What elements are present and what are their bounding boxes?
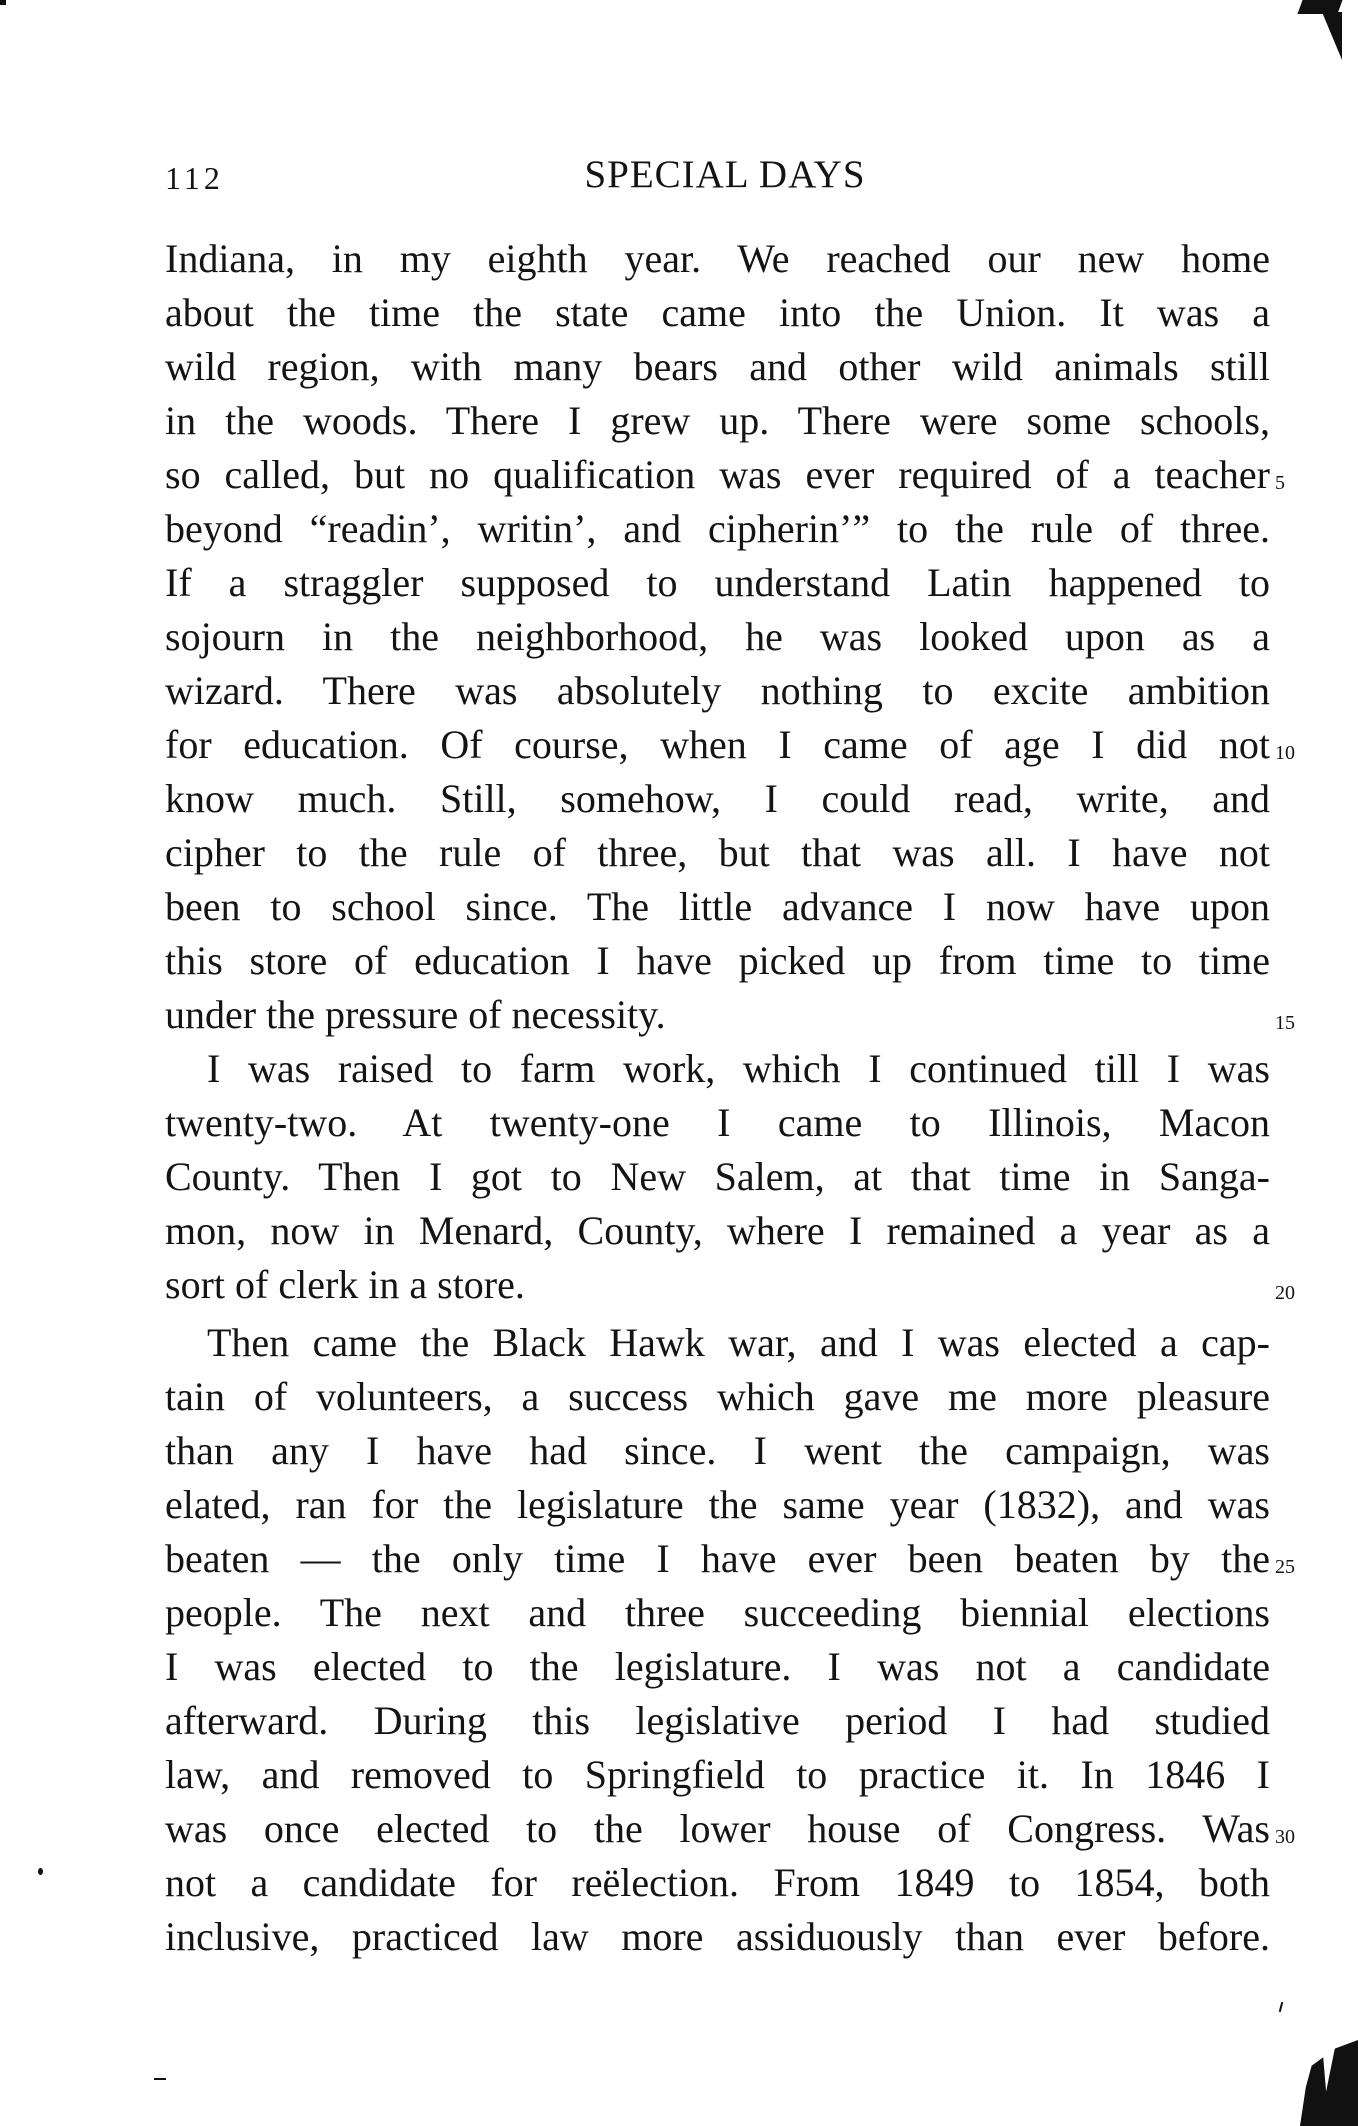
- text-line-17: twenty-two. At twenty-one I came to Illinois, Macon: [165, 1100, 1270, 1145]
- line-number-10: 10: [1275, 742, 1295, 764]
- text-line-6: beyond “readin’, writin’, and cipherin’” to the rule of three.: [165, 506, 1270, 551]
- text-line-10: for education. Of course, when I came of age I did not: [165, 722, 1270, 767]
- text-line-1: Indiana, in my eighth year. We reached our new home: [165, 236, 1270, 281]
- line-number-20: 20: [1275, 1282, 1295, 1304]
- line-number-25: 25: [1275, 1556, 1295, 1578]
- text-line-8: sojourn in the neighborhood, he was looked upon as a: [165, 614, 1270, 659]
- scan-dot-left: [38, 1868, 43, 1875]
- scan-mark-top-right: [1297, 0, 1342, 14]
- text-line-11: know much. Still, somehow, I could read, write, and: [165, 776, 1270, 821]
- page-header: [165, 152, 1270, 202]
- text-line-4: in the woods. There I grew up. There were some schools,: [165, 398, 1270, 443]
- scan-mark-top-right-2: [1322, 12, 1342, 60]
- text-line-26: people. The next and three succeeding biennial elections: [165, 1590, 1270, 1635]
- text-line-29: law, and removed to Springfield to practice it. In 1846 I: [165, 1752, 1270, 1797]
- text-line-16: I was raised to farm work, which I continued till I was: [207, 1046, 1270, 1091]
- line-number-5: 5: [1275, 472, 1285, 494]
- text-line-12: cipher to the rule of three, but that was all. I have not: [165, 830, 1270, 875]
- text-line-5: so called, but no qualification was ever required of a teacher: [165, 452, 1270, 497]
- scan-tick-right: [1279, 2002, 1284, 2012]
- text-line-28: afterward. During this legislative period I had studied: [165, 1698, 1270, 1743]
- text-line-24: elated, ran for the legislature the same year (1832), and was: [165, 1482, 1270, 1527]
- line-number-15: 15: [1275, 1012, 1295, 1034]
- scan-mark-bottom-right: [1300, 2040, 1358, 2126]
- text-line-20: sort of clerk in a store.: [165, 1262, 525, 1307]
- text-line-15: under the pressure of necessity.: [165, 992, 666, 1037]
- text-line-2: about the time the state came into the Union. It was a: [165, 290, 1270, 335]
- line-number-30: 30: [1275, 1826, 1295, 1848]
- text-line-22: tain of volunteers, a success which gave me more pleasure: [165, 1374, 1270, 1419]
- text-line-27: I was elected to the legislature. I was not a candidate: [165, 1644, 1270, 1689]
- text-line-21: Then came the Black Hawk war, and I was elected a cap-: [207, 1320, 1270, 1365]
- text-line-31: not a candidate for reëlection. From 1849 to 1854, both: [165, 1860, 1270, 1905]
- text-line-19: mon, now in Menard, County, where I remained a year as a: [165, 1208, 1270, 1253]
- text-line-7: If a straggler supposed to understand Latin happened to: [165, 560, 1270, 605]
- text-line-14: this store of education I have picked up from time to time: [165, 938, 1270, 983]
- scan-dash-bottom-left: [154, 2078, 166, 2080]
- text-line-32: inclusive, practiced law more assiduously than ever before.: [165, 1914, 1270, 1959]
- text-line-25: beaten — the only time I have ever been beaten by the: [165, 1536, 1270, 1581]
- text-line-18: County. Then I got to New Salem, at that time in Sanga-: [165, 1154, 1270, 1199]
- text-line-13: been to school since. The little advance I now have upon: [165, 884, 1270, 929]
- text-line-30: was once elected to the lower house of Congress. Was: [165, 1806, 1270, 1851]
- running-head: SPECIAL DAYS: [584, 153, 866, 196]
- page-number: 112: [165, 160, 224, 196]
- scan-mark-top-left: [0, 0, 6, 5]
- text-line-3: wild region, with many bears and other wild animals still: [165, 344, 1270, 389]
- text-line-9: wizard. There was absolutely nothing to excite ambition: [165, 668, 1270, 713]
- text-line-23: than any I have had since. I went the campaign, was: [165, 1428, 1270, 1473]
